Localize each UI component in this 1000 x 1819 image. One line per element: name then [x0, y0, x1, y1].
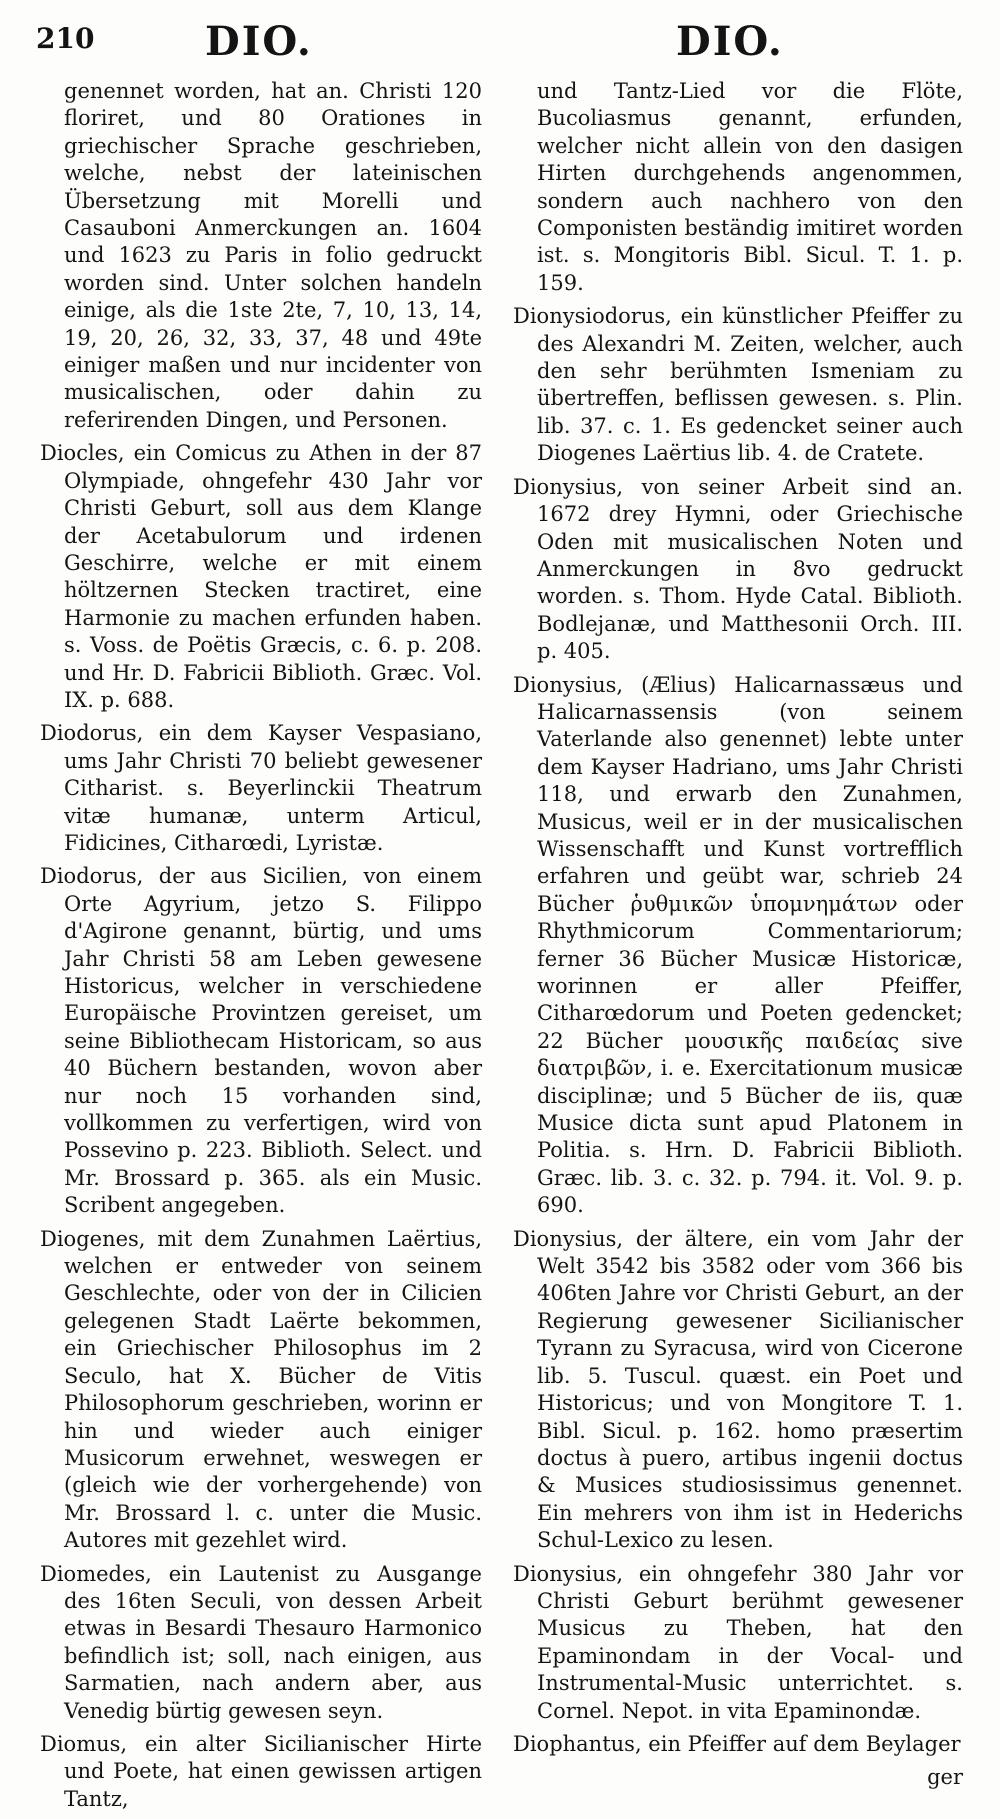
catchword: ger — [927, 1765, 963, 1790]
dictionary-entry: Dionysius, von seiner Arbeit sind an. 1672 drey Hymni, oder Griechische Oden mit musicalischen Noten und Anmerckungen in 8vo gedruckt worden. s. Thom. Hyde Catal. Biblioth. Bodlejanæ, und Matthesonii Orch. III. p. 405. — [513, 474, 963, 664]
dictionary-entry: Dionysiodorus, ein künstlicher Pfeiffer zu des Alexandri M. Zeiten, welcher, auch den sehr berühmten Ismeniam zu übertreffen, beflissen gewesen. s. Plin. lib. 37. c. 1. Es gedencket seiner auch Diogenes Laërtius lib. 4. de Cratete. — [513, 304, 963, 466]
dictionary-entry: Dionysius, der ältere, ein vom Jahr der Welt 3542 bis 3582 oder vom 366 bis 406ten Jahre vor Christi Geburt, an der Regierung gewesener Sicilianischer Tyrann zu Syracusa, wird von Cicerone lib. 5. Tuscul. quæst. ein Poet und Historicus; und von Mongitore T. 1. Bibl. Sicul. p. 162. homo præsertim doctus à puero, artibus ingenii doctus & Musices studiosissimus genennet. Ein mehrers von ihm ist in Hederichs Schul-Lexico zu lesen. — [513, 1226, 963, 1553]
right-column — [513, 78, 963, 1792]
dictionary-entry: Dionysius, ein ohngefehr 380 Jahr vor Christi Geburt berühmt gewesener Musicus zu Theben, hat den Epaminondam in der Vocal- und Instrumental-Music unterrichtet. s. Cornel. Nepot. in vita Epaminondæ. — [513, 1561, 963, 1723]
dictionary-entry: Diodorus, ein dem Kayser Vespasiano, ums Jahr Christi 70 beliebt gewesener Citharist. s. Beyerlinckii Theatrum vitæ humanæ, unterm Articul, Fidicines, Citharœdi, Lyristæ. — [40, 721, 482, 855]
running-head-right: DIO. — [676, 18, 784, 65]
dictionary-entry: Diomedes, ein Lautenist zu Ausgange des 16ten Seculi, von dessen Arbeit etwas in Besardi Thesauro Harmonico befindlich ist; soll, nach einigen, aus Sarmatien, nach andern aber, aus Venedig bürtig gewesen seyn. — [40, 1561, 482, 1723]
continuation-text: und Tantz-Lied vor die Flöte, Bucoliasmus genannt, erfunden, welcher nicht allein von den dasigen Hirten durchgehends angenommen, sondern auch nachhero von den Componisten beständig imitiret worden ist. s. Mongitoris Bibl. Sicul. T. 1. p. 159. — [537, 79, 963, 295]
dictionary-entry: Diogenes, mit dem Zunahmen Laërtius, welchen er entweder von seinem Geschlechte, oder von der in Cilicien gelegenen Stadt Laërte bekommen, ein Griechischer Philosophus im 2 Seculo, hat X. Bücher de Vitis Philosophorum geschrieben, worinn er hin und wieder auch einiger Musicorum erwehnet, weswegen er (gleich wie der vorhergehende) von Mr. Brossard l. c. unter die Music. Autores mit gezehlet wird. — [40, 1226, 482, 1553]
dictionary-entry: Diophantus, ein Pfeiffer auf dem Beylager — [513, 1731, 961, 1756]
left-column — [40, 78, 482, 1819]
dictionary-entry: Diomus, ein alter Sicilianischer Hirte und Poete, hat einen gewissen artigen Tantz, — [40, 1731, 482, 1811]
running-head-left: DIO. — [205, 18, 313, 65]
dictionary-entry: Dionysius, (Ælius) Halicarnassæus und Halicarnassensis (von seinem Vaterlande also genennet) lebte unter dem Kayser Hadriano, ums Jahr Christi 118, und erwarb den Zunahmen, Musicus, weil er in der musicalischen Wissenschafft und Kunst vortrefflich erfahren und geübt war, schrieb 24 Bücher ῥυθμικῶν ὑπομνημάτων oder Rhythmicorum Commentariorum; ferner 36 Bücher Musicæ Historicæ, worinnen er aller Pfeiffer, Citharœdorum und Poeten gedencket; 22 Bücher μουσικῆς παιδείας sive διατριβῶν, i. e. Exercitationum musicæ disciplinæ; und 5 Bücher de iis, quæ Musice dicta sunt apud Platonem in Politia. s. Hrn. D. Fabricii Biblioth. Græc. lib. 3. c. 32. p. 794. it. Vol. 9. p. 690. — [513, 672, 963, 1218]
continuation-text: genennet worden, hat an. Christi 120 floriret, und 80 Orationes in griechischer Sprache geschrieben, welche, nebst der lateinischen Übersetzung mit Morelli und Casauboni Anmerckungen an. 1604 und 1623 zu Paris in folio gedruckt worden sind. Unter solchen handeln einige, als die 1ste 2te, 7, 10, 13, 14, 19, 20, 26, 32, 33, 37, 48 und 49te einiger maßen und nur incidenter von musicalischen, oder dahin zu referirenden Dingen, und Personen. — [64, 79, 482, 432]
page-number: 210 — [36, 22, 95, 55]
dictionary-entry: Diodorus, der aus Sicilien, von einem Orte Agyrium, jetzo S. Filippo d'Agirone genannt, bürtig, und ums Jahr Christi 58 am Leben gewesene Historicus, welcher in verschiedene Europäische Provintzen gereiset, um seine Bibliothecam Historicam, so aus 40 Büchern bestanden, wovon aber nur noch 15 vorhanden sind, vollkommen zu verfertigen, wird von Possevino p. 223. Biblioth. Select. und Mr. Brossard p. 365. als ein Music. Scribent angegeben. — [40, 864, 482, 1218]
dictionary-entry: Diocles, ein Comicus zu Athen in der 87 Olympiade, ohngefehr 430 Jahr vor Christi Geburt, soll aus dem Klange der Acetabulorum und irdenen Geschirre, welche er mit einem höltzernen Stecken tractiret, eine Harmonie zu machen erfunden haben. s. Voss. de Poëtis Græcis, c. 6. p. 208. und Hr. D. Fabricii Biblioth. Græc. Vol. IX. p. 688. — [40, 441, 482, 712]
column-gutter — [496, 78, 497, 1678]
